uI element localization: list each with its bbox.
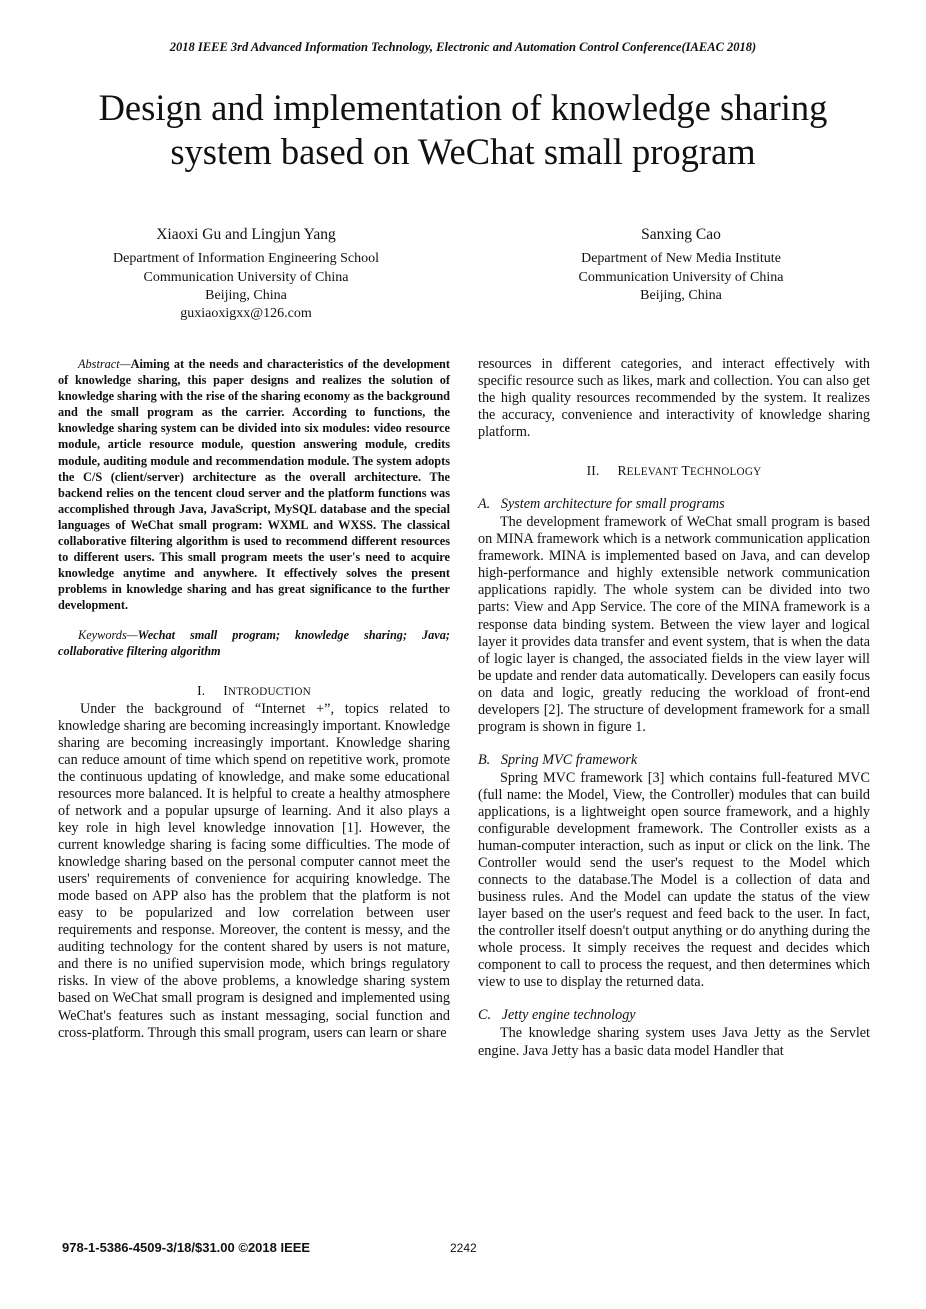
abstract [58, 356, 450, 614]
subsection-heading-c [478, 1007, 870, 1024]
author-name: Sanxing Cao [641, 226, 721, 243]
keywords [58, 627, 450, 659]
intro-paragraph-continued: resources in different categories, and interact effectively with specific resource such as likes, mark and collection. You can also get the high quality resources recommended by the system. It realizes the accuracy, convenience and interactivity of knowledge sharing platform. [478, 356, 870, 441]
abstract-label: Abstract [78, 357, 120, 371]
author-email: guxiaoxigxx@126.com [180, 306, 312, 322]
author-institution: Communication University of China [578, 269, 784, 285]
subsection-label: B. [478, 751, 491, 768]
section-title-initial: R [617, 463, 627, 479]
subsection-label: A. [478, 496, 491, 513]
subsection-label: C. [478, 1007, 492, 1024]
section-heading-introduction [58, 683, 450, 699]
abstract-dash: — [119, 357, 131, 371]
paper-title [40, 86, 886, 174]
left-column [58, 356, 450, 1042]
author-block-left [60, 226, 432, 323]
section-title-rest: NTRODUCTION [227, 685, 311, 698]
subsection-title: Spring MVC framework [500, 751, 638, 768]
jetty-paragraph: The knowledge sharing system uses Java Jetty as the Servlet engine. Java Jetty has a basic data model Handler that [478, 1025, 870, 1059]
section-number: II. [586, 463, 600, 479]
intro-paragraph: Under the background of “Internet +”, topics related to knowledge sharing are becoming increasingly important. Knowledge sharing are becoming increasingly important. Knowledge sharing can reduce amount of time which spend on repetitive work, promote the continuous updating of knowledge, and make some educational resources more balanced. It is helpful to create a healthy atmosphere of network and a popular upsurge of learning. And it also plays a key role in high level knowledge innovation [1]. However, the current knowledge sharing is facing some difficulties. The mode of knowledge sharing based on the personal computer cannot meet the users' requirements of convenience for acquiring knowledge. The mode based on APP also has the problem that the platform is not easy to be popularized and low correlation between user requirements and response. Moreover, the content is messy, and the auditing technology for the content shared by users is not mature, and there is no unified supervision mode, which brings regulatory risks. In view of the above problems, a knowledge sharing system based on WeChat small program is designed and implemented using WeChat's features such as instant messaging, social function and cross-platform. Through this small program, users can learn or share [58, 700, 451, 1041]
subsection-title: System architecture for small programs [500, 496, 725, 513]
title-line-2: system based on WeChat small program [170, 131, 756, 172]
footer-copyright: 978-1-5386-4509-3/18/$31.00 ©2018 IEEE [62, 1240, 311, 1255]
subsection-heading-a [478, 496, 870, 513]
section-number: I. [197, 682, 206, 698]
title-line-1: Design and implementation of knowledge sharing [98, 87, 828, 128]
keywords-text: Wechat small program; knowledge sharing; Java; collaborative filtering algorithm [58, 627, 450, 658]
spring-mvc-paragraph: Spring MVC framework [3] which contains full-featured MVC (full name: the Model, View, the Controller) modules that can build applications, is a lightweight open source framework, and a highly configurable development framework. The Controller exists as a human-computer interaction, such as input or click on the link. The Controller would send the user's request to the Model which connects to the database.The Model is a collection of data and business rules. And the Model can update the status of the view layer based on the user's request and feed back to the user. In fact, the controller itself doesn't output anything or do anything during the whole process. It simply receives the request and decides which component to call to process the request, and then determines which view to use to display the returned data. [478, 769, 870, 991]
section-title-rest: ELEVANT [626, 466, 679, 479]
subsection-heading-b [478, 752, 870, 769]
author-department: Department of New Media Institute [581, 251, 781, 267]
author-institution: Communication University of China [143, 269, 349, 285]
author-location: Beijing, China [205, 287, 287, 303]
conference-header: 2018 IEEE 3rd Advanced Information Technology, Electronic and Automation Control Conference(IAEAC 2018) [169, 40, 757, 54]
right-column [478, 356, 870, 1060]
keywords-label: Keywords [78, 627, 127, 642]
page-number: 2242 [450, 1241, 477, 1255]
abstract-text: Aiming at the needs and characteristics of the development of knowledge sharing, this paper designs and realizes the solution of knowledge sharing with the rise of the sharing economy as the background and the small program as the carrier. According to functions, the knowledge sharing system can be divided into six modules: video resource module, article resource module, question answering module, credits module, auditing module and recommendation module. The system adopts the C/S (client/server) architecture as the overall architecture. The backend relies on the tencent cloud server and the platform functions was accomplished through Java, JavaScript, MySQL database and the special languages of WeChat small program: WXML and WXSS. The classical collaborative filtering algorithm is used to recommend different resources to different users. This small program meets the user's need to acquire knowledge anytime and anywhere. It effectively solves the present problems in knowledge sharing and has great significance to the further development. [58, 357, 450, 613]
keywords-dash: — [126, 627, 138, 642]
section-title-rest: ECHNOLOGY [689, 466, 762, 479]
system-architecture-paragraph: The development framework of WeChat small program is based on MINA framework which is a network communication application framework. MINA is implemented based on Java, and can develop high-performance and highly extensible network communication applications rapidly. The whole system can be divided into two parts: View and App Service. The core of the MINA framework is a response data binding system. Between the view layer and logical layer it provides data transfer and event system, that is when the data of logic layer is changed, the associated fields in the view layer will be update and render data automatically. Developers can easily focus on data and logic, greatly reducing the workload of front-end developers [2]. The structure of development framework for a small program is shown in figure 1. [478, 514, 870, 735]
section-title-initial: I [223, 682, 228, 698]
author-department: Department of Information Engineering School [113, 251, 379, 267]
section-heading-relevant-technology [478, 463, 870, 479]
section-title-initial: T [681, 463, 690, 479]
author-location: Beijing, China [640, 287, 722, 303]
subsection-title: Jetty engine technology [501, 1007, 636, 1024]
author-name: Xiaoxi Gu and Lingjun Yang [156, 226, 336, 243]
author-block-right [496, 226, 866, 305]
